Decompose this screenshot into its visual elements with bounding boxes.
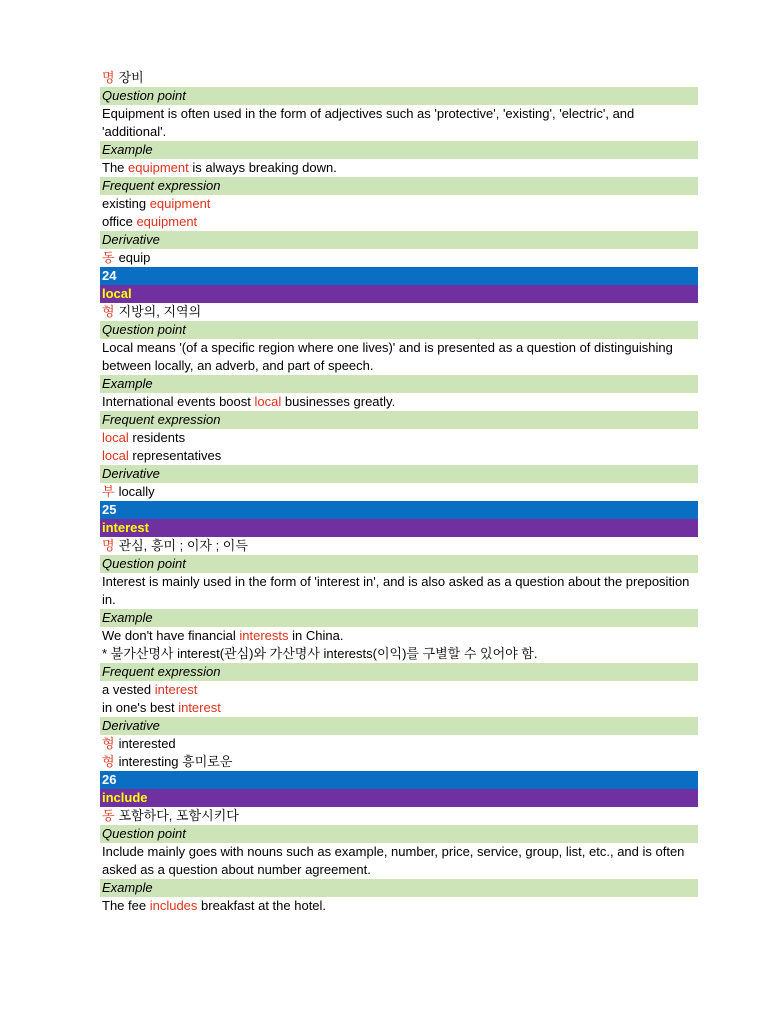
- text-part: office: [102, 214, 137, 229]
- derivative-label: Derivative: [100, 465, 698, 483]
- entry-word: local: [100, 285, 698, 303]
- part-of-speech: 형: [102, 736, 115, 751]
- meaning-text: 장비: [118, 70, 144, 85]
- text-part: representatives: [128, 448, 222, 463]
- text-part: We don't have financial: [102, 628, 240, 643]
- frequent-expression-label: Frequent expression: [100, 177, 698, 195]
- question-point-text: Interest is mainly used in the form of 'interest in', and is also asked as a question about the preposition in.: [102, 574, 690, 607]
- highlight-word: interest: [178, 700, 221, 715]
- text-part: residents: [128, 430, 186, 445]
- derivative-word: equip: [118, 250, 151, 265]
- text-part: existing: [102, 196, 150, 211]
- question-point-text: Local means '(of a specific region where one lives)' and is presented as a question of distinguishing between locally, an adverb, and part of speech.: [102, 340, 673, 373]
- highlight-word: local: [102, 430, 129, 445]
- question-point-label: Question point: [100, 555, 698, 573]
- expression-item: [100, 699, 698, 717]
- derivative-item: [100, 483, 698, 501]
- expression-item: [100, 429, 698, 447]
- text-part: in China.: [288, 628, 344, 643]
- highlight-word: local: [102, 448, 129, 463]
- part-of-speech: 동: [102, 250, 115, 265]
- entry-word: interest: [100, 519, 698, 537]
- meaning-row: [100, 537, 698, 555]
- highlight-word: equipment: [149, 196, 211, 211]
- question-point-text: Include mainly goes with nouns such as example, number, price, service, group, list, etc., and is often asked as a question about number agreement.: [102, 844, 685, 877]
- part-of-speech: 형: [102, 754, 115, 769]
- frequent-expression-label: Frequent expression: [100, 663, 698, 681]
- part-of-speech: 부: [102, 484, 115, 499]
- highlight-word: local: [254, 394, 282, 409]
- derivative-word: locally: [118, 484, 155, 499]
- example-note: * 불가산명사 interest(관심)와 가산명사 interests(이익)를 구별할 수 있어야 함.: [102, 646, 538, 661]
- derivative-item: [100, 249, 698, 267]
- highlight-word: interest: [154, 682, 198, 697]
- highlight-word: equipment: [136, 214, 198, 229]
- highlight-word: equipment: [128, 160, 189, 175]
- part-of-speech: 명: [102, 70, 115, 85]
- text-part: breakfast at the hotel.: [197, 898, 327, 913]
- text-part: is always breaking down.: [188, 160, 337, 175]
- entry-word: include: [100, 789, 698, 807]
- derivative-word: interesting 흥미로운: [118, 754, 233, 769]
- example-sentence: [100, 159, 698, 177]
- derivative-word: interested: [118, 736, 176, 751]
- question-point-label: Question point: [100, 321, 698, 339]
- expression-item: [100, 213, 698, 231]
- derivative-item: [100, 735, 698, 753]
- question-point-label: Question point: [100, 825, 698, 843]
- expression-item: [100, 681, 698, 699]
- frequent-expression-label: Frequent expression: [100, 411, 698, 429]
- text-part: The fee: [102, 898, 150, 913]
- example-label: Example: [100, 879, 698, 897]
- entry-number: 24: [100, 267, 698, 285]
- highlight-word: interests: [239, 628, 289, 643]
- meaning-text: 관심, 흥미 ; 이자 ; 이득: [118, 538, 248, 553]
- text-part: businesses greatly.: [281, 394, 396, 409]
- vocabulary-page: [100, 69, 698, 915]
- derivative-item: [100, 753, 698, 771]
- part-of-speech: 형: [102, 304, 115, 319]
- meaning-row: [100, 69, 698, 87]
- question-point-label: Question point: [100, 87, 698, 105]
- text-part: a vested: [102, 682, 155, 697]
- part-of-speech: 동: [102, 808, 115, 823]
- meaning-row: [100, 807, 698, 825]
- text-part: The: [102, 160, 129, 175]
- meaning-row: [100, 303, 698, 321]
- entry-number: 26: [100, 771, 698, 789]
- example-sentence: [100, 393, 698, 411]
- example-sentence: [100, 897, 698, 915]
- text-part: in one's best: [102, 700, 179, 715]
- part-of-speech: 명: [102, 538, 115, 553]
- expression-item: [100, 195, 698, 213]
- example-label: Example: [100, 141, 698, 159]
- example-label: Example: [100, 609, 698, 627]
- example-sentence: [100, 627, 698, 645]
- text-part: International events boost: [102, 394, 255, 409]
- derivative-label: Derivative: [100, 231, 698, 249]
- highlight-word: includes: [149, 898, 198, 913]
- question-point-text: Equipment is often used in the form of adjectives such as 'protective', 'existing', 'electric', and 'additional'.: [102, 106, 635, 139]
- example-label: Example: [100, 375, 698, 393]
- meaning-text: 포함하다, 포함시키다: [118, 808, 239, 823]
- expression-item: [100, 447, 698, 465]
- derivative-label: Derivative: [100, 717, 698, 735]
- meaning-text: 지방의, 지역의: [118, 304, 202, 319]
- entry-number: 25: [100, 501, 698, 519]
